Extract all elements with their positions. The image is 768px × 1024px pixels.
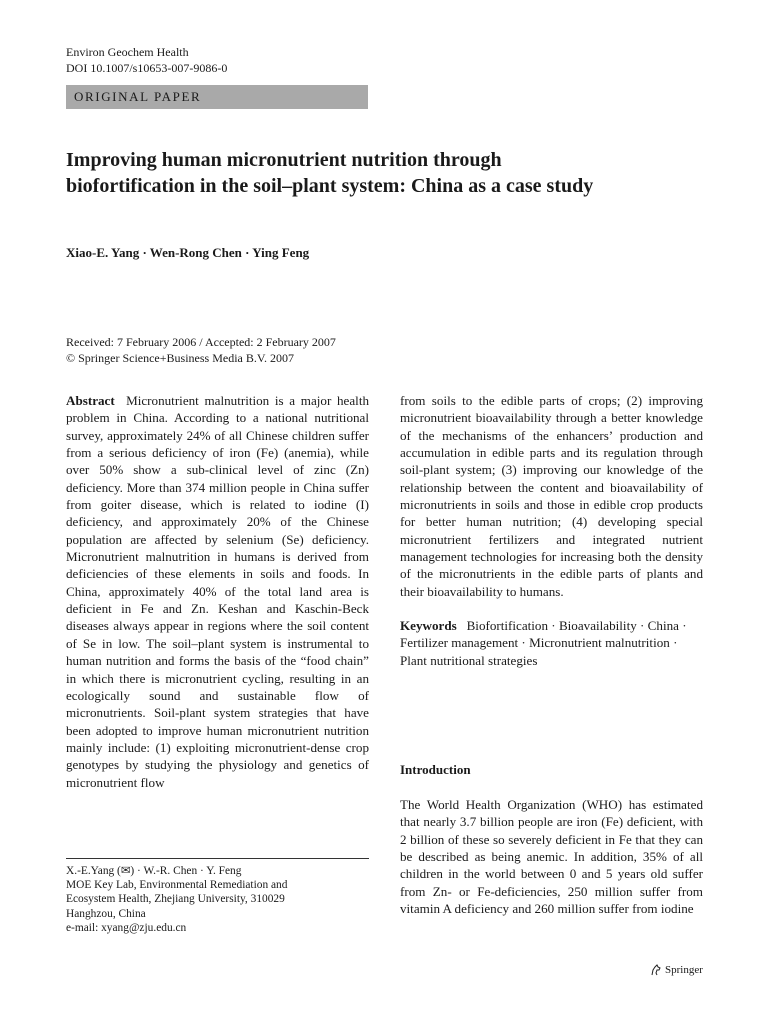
springer-horse-icon [650, 964, 662, 976]
footnote-city: Hanghzou, China [66, 907, 146, 920]
abstract-text-left: Micronutrient malnutrition is a major health problem in China. According to a national nutritional survey, approximately 24% of all Chinese children suffer from a serious deficiency of iron (Fe) (anemia), while over 50% show a sub-clinical level of zinc (Zn) deficiency. More than 374 million people in China suffer from goiter disease, which is related to iodine (I) deficiency, and approximately 20% of the Chinese population are affected by selenium (Se) deficiency. Micronutrient malnutrition in humans is derived from deficiencies of these elements in soils and foods. In China, approximately 40% of the total land area is deficient in Fe and Zn. Keshan and Kaschin-Beck diseases always appear in regions where the soil content of Se in low. The soil–plant system is instrumental to human nutrition and forms the basis of the “food chain” in which there is micronutrient cycling, resulting in an ecologically sound and sustainable flow of micronutrients. Soil-plant system strategies that have been adopted to improve human micronutrient nutrition mainly include: (1) exploiting micronutrient-dense crop genotypes by studying the physiology and genetics of micronutrient flow [66, 393, 370, 790]
abstract-label: Abstract [66, 393, 115, 408]
journal-name: Environ Geochem Health [66, 45, 189, 59]
footnote-lab: MOE Key Lab, Environmental Remediation and [66, 879, 288, 892]
affiliation-footnote [66, 864, 287, 935]
introduction-text: The World Health Organization (WHO) has estimated that nearly 3.7 billion people are iron (Fe) deficient, with 2 billion of these so severely deficient in Fe that they can be described as being anemic. In addition, 35% of all children in the world between 0 and 5 years old suffer from Zn- or Fe-deficiencies, 250 million suffer from vitamin A deficiency and 260 million suffer from iodine [400, 797, 703, 917]
doi: DOI 10.1007/s10653-007-9086-0 [66, 61, 228, 75]
article-type-banner: ORIGINAL PAPER [66, 85, 368, 109]
keywords-label: Keywords [400, 618, 457, 634]
abstract-left-column [66, 392, 369, 791]
dates-block [66, 334, 336, 366]
copyright: © Springer Science+Business Media B.V. 2007 [66, 351, 294, 365]
abstract-text-right: from soils to the edible parts of crops; (2) improving micronutrient bioavailability through a better knowledge of the mechanisms of the enhancers’ production and accumulation in edible parts and its regulation through soil-plant system; (3) improving our knowledge of the relationship between the content and bioavailability of micronutrients in soils and those in edible crop products for better human nutrition; (4) developing special micronutrient fertilizers and integrated nutrient management technologies for increasing both the density of the micronutrients in the edible parts of plants and their bioavailability to humans. [400, 393, 703, 599]
footnote-divider [66, 858, 369, 859]
keywords-text: Biofortification · Bioavailability · China · Fertilizer management · Micronutrient malnutrition · Plant nutritional strategies [400, 618, 687, 668]
footnote-university: Ecosystem Health, Zhejiang University, 310029 [66, 893, 285, 906]
footnote-authors: X.-E.Yang (✉) · W.-R. Chen · Y. Feng [66, 865, 242, 877]
footnote-email: e-mail: xyang@zju.edu.cn [66, 921, 187, 934]
abstract-right-column [400, 392, 703, 669]
publisher-name: Springer [665, 964, 703, 976]
paper-title: Improving human micronutrient nutrition through biofortification in the soil–plant system: China as a case study [66, 149, 594, 197]
received-accepted: Received: 7 February 2006 / Accepted: 2 February 2007 [66, 335, 336, 349]
author-list: Xiao-E. Yang · Wen-Rong Chen · Ying Feng [66, 245, 310, 260]
keywords-block [400, 617, 703, 669]
journal-header [66, 44, 227, 76]
introduction-heading: Introduction [400, 762, 471, 777]
publisher-mark [650, 964, 703, 976]
